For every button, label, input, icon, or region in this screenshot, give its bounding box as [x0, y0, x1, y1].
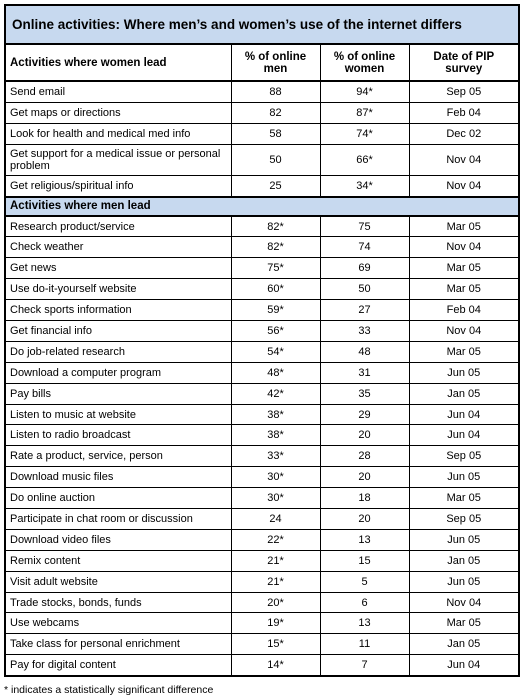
- survey-date-cell: Mar 05: [409, 258, 519, 279]
- survey-date-cell: Mar 05: [409, 488, 519, 509]
- survey-date-cell: Dec 02: [409, 123, 519, 144]
- men-percent-cell: 14*: [231, 655, 320, 676]
- survey-date-cell: Jan 05: [409, 383, 519, 404]
- activity-cell: Get religious/spiritual info: [5, 175, 231, 196]
- survey-date-cell: Nov 04: [409, 237, 519, 258]
- men-percent-cell: 19*: [231, 613, 320, 634]
- activity-cell: Rate a product, service, person: [5, 446, 231, 467]
- men-percent-cell: 20*: [231, 592, 320, 613]
- activity-cell: Pay bills: [5, 383, 231, 404]
- women-percent-cell: 28: [320, 446, 409, 467]
- men-percent-cell: 38*: [231, 404, 320, 425]
- men-lead-rows: [5, 216, 519, 677]
- men-percent-cell: 50: [231, 144, 320, 175]
- men-column-header: % of online men: [231, 44, 320, 81]
- survey-date-cell: Nov 04: [409, 321, 519, 342]
- footnote: * indicates a statistically significant difference: [4, 684, 214, 696]
- women-percent-cell: 34*: [320, 175, 409, 196]
- survey-date-cell: Mar 05: [409, 341, 519, 362]
- women-percent-cell: 74: [320, 237, 409, 258]
- survey-date-cell: Jun 04: [409, 655, 519, 676]
- activity-cell: Download music files: [5, 467, 231, 488]
- activity-cell: Look for health and medical med info: [5, 123, 231, 144]
- survey-date-cell: Mar 05: [409, 279, 519, 300]
- table-row: [5, 321, 519, 342]
- women-percent-cell: 87*: [320, 102, 409, 123]
- women-percent-cell: 7: [320, 655, 409, 676]
- women-lead-rows: [5, 81, 519, 197]
- men-percent-cell: 75*: [231, 258, 320, 279]
- table-row: [5, 613, 519, 634]
- women-percent-cell: 69: [320, 258, 409, 279]
- table-row: [5, 279, 519, 300]
- men-percent-cell: 30*: [231, 467, 320, 488]
- survey-date-cell: Sep 05: [409, 446, 519, 467]
- women-percent-cell: 31: [320, 362, 409, 383]
- table-row: [5, 144, 519, 175]
- table-row: [5, 467, 519, 488]
- survey-date-cell: Jun 05: [409, 467, 519, 488]
- table-title: Online activities: Where men’s and women’s use of the internet differs: [5, 5, 519, 44]
- women-percent-cell: 29: [320, 404, 409, 425]
- activity-cell: Get news: [5, 258, 231, 279]
- table-row: [5, 592, 519, 613]
- survey-date-cell: Jun 05: [409, 362, 519, 383]
- women-percent-cell: 50: [320, 279, 409, 300]
- table-title-row: [5, 5, 519, 44]
- women-percent-cell: 33: [320, 321, 409, 342]
- table-row: [5, 571, 519, 592]
- survey-date-cell: Nov 04: [409, 175, 519, 196]
- women-percent-cell: 20: [320, 425, 409, 446]
- table-container: [4, 4, 518, 677]
- women-percent-cell: 74*: [320, 123, 409, 144]
- activity-cell: Listen to music at website: [5, 404, 231, 425]
- men-percent-cell: 82*: [231, 237, 320, 258]
- men-percent-cell: 48*: [231, 362, 320, 383]
- women-percent-cell: 18: [320, 488, 409, 509]
- women-percent-cell: 13: [320, 529, 409, 550]
- women-lead-header: Activities where women lead: [5, 44, 231, 81]
- table-row: [5, 529, 519, 550]
- men-percent-cell: 33*: [231, 446, 320, 467]
- women-percent-cell: 94*: [320, 81, 409, 102]
- men-percent-cell: 82*: [231, 216, 320, 237]
- women-percent-cell: 15: [320, 550, 409, 571]
- survey-date-cell: Feb 04: [409, 300, 519, 321]
- activity-cell: Check weather: [5, 237, 231, 258]
- men-percent-cell: 82: [231, 102, 320, 123]
- men-percent-cell: 15*: [231, 634, 320, 655]
- activity-cell: Pay for digital content: [5, 655, 231, 676]
- table-row: [5, 550, 519, 571]
- survey-date-cell: Jun 04: [409, 425, 519, 446]
- activity-cell: Send email: [5, 81, 231, 102]
- activity-cell: Trade stocks, bonds, funds: [5, 592, 231, 613]
- women-percent-cell: 20: [320, 509, 409, 530]
- women-percent-cell: 6: [320, 592, 409, 613]
- women-percent-cell: 48: [320, 341, 409, 362]
- table-row: [5, 216, 519, 237]
- table-row: [5, 634, 519, 655]
- men-percent-cell: 42*: [231, 383, 320, 404]
- table-row: [5, 102, 519, 123]
- column-header-row: [5, 44, 519, 81]
- men-lead-section-row: [5, 197, 519, 216]
- women-percent-cell: 75: [320, 216, 409, 237]
- activity-cell: Get maps or directions: [5, 102, 231, 123]
- activity-cell: Take class for personal enrichment: [5, 634, 231, 655]
- men-percent-cell: 38*: [231, 425, 320, 446]
- activity-cell: Do job-related research: [5, 341, 231, 362]
- survey-date-cell: Jun 05: [409, 571, 519, 592]
- men-percent-cell: 21*: [231, 550, 320, 571]
- table-row: [5, 237, 519, 258]
- men-percent-cell: 60*: [231, 279, 320, 300]
- women-percent-cell: 11: [320, 634, 409, 655]
- men-percent-cell: 30*: [231, 488, 320, 509]
- activity-cell: Participate in chat room or discussion: [5, 509, 231, 530]
- women-percent-cell: 13: [320, 613, 409, 634]
- men-percent-cell: 56*: [231, 321, 320, 342]
- women-percent-cell: 27: [320, 300, 409, 321]
- table-row: [5, 404, 519, 425]
- men-percent-cell: 59*: [231, 300, 320, 321]
- men-percent-cell: 25: [231, 175, 320, 196]
- table-row: [5, 300, 519, 321]
- activity-cell: Download a computer program: [5, 362, 231, 383]
- women-percent-cell: 35: [320, 383, 409, 404]
- survey-date-cell: Jan 05: [409, 634, 519, 655]
- men-lead-header: Activities where men lead: [5, 197, 519, 216]
- women-column-header: % of online women: [320, 44, 409, 81]
- men-percent-cell: 54*: [231, 341, 320, 362]
- men-percent-cell: 22*: [231, 529, 320, 550]
- activity-cell: Do online auction: [5, 488, 231, 509]
- women-percent-cell: 66*: [320, 144, 409, 175]
- survey-date-cell: Nov 04: [409, 144, 519, 175]
- table-row: [5, 123, 519, 144]
- activity-cell: Research product/service: [5, 216, 231, 237]
- activity-cell: Check sports information: [5, 300, 231, 321]
- men-percent-cell: 88: [231, 81, 320, 102]
- activity-cell: Remix content: [5, 550, 231, 571]
- table-row: [5, 488, 519, 509]
- table-row: [5, 655, 519, 676]
- survey-date-cell: Jun 04: [409, 404, 519, 425]
- activity-cell: Listen to radio broadcast: [5, 425, 231, 446]
- survey-date-cell: Mar 05: [409, 216, 519, 237]
- women-percent-cell: 20: [320, 467, 409, 488]
- men-percent-cell: 21*: [231, 571, 320, 592]
- women-percent-cell: 5: [320, 571, 409, 592]
- table-row: [5, 362, 519, 383]
- table-row: [5, 383, 519, 404]
- activities-table: [4, 4, 520, 677]
- men-percent-cell: 58: [231, 123, 320, 144]
- activity-cell: Download video files: [5, 529, 231, 550]
- survey-date-cell: Sep 05: [409, 509, 519, 530]
- activity-cell: Use do-it-yourself website: [5, 279, 231, 300]
- survey-date-cell: Sep 05: [409, 81, 519, 102]
- table-row: [5, 175, 519, 196]
- table-row: [5, 446, 519, 467]
- survey-date-cell: Jan 05: [409, 550, 519, 571]
- activity-cell: Get support for a medical issue or personal problem: [5, 144, 231, 175]
- table-row: [5, 509, 519, 530]
- activity-cell: Visit adult website: [5, 571, 231, 592]
- survey-date-cell: Jun 05: [409, 529, 519, 550]
- survey-date-cell: Mar 05: [409, 613, 519, 634]
- survey-date-cell: Feb 04: [409, 102, 519, 123]
- date-column-header: Date of PIP survey: [409, 44, 519, 81]
- men-percent-cell: 24: [231, 509, 320, 530]
- table-row: [5, 258, 519, 279]
- activity-cell: Get financial info: [5, 321, 231, 342]
- table-row: [5, 425, 519, 446]
- activity-cell: Use webcams: [5, 613, 231, 634]
- survey-date-cell: Nov 04: [409, 592, 519, 613]
- table-row: [5, 81, 519, 102]
- table-row: [5, 341, 519, 362]
